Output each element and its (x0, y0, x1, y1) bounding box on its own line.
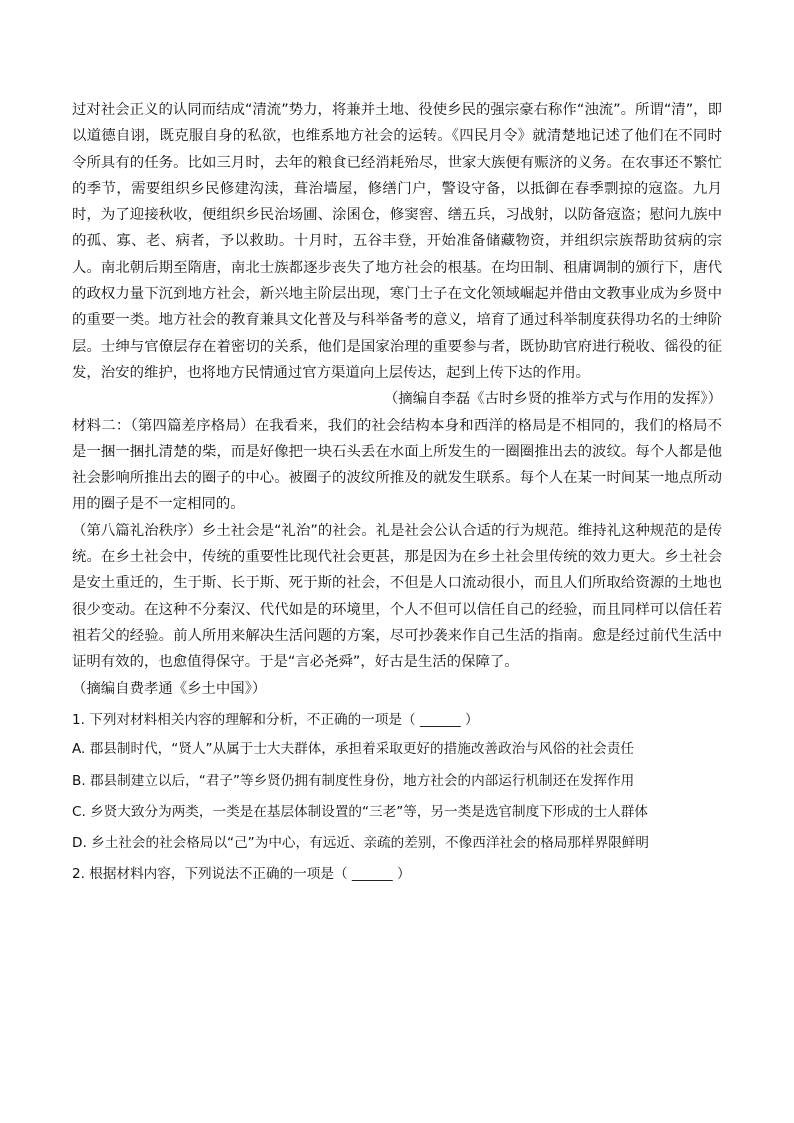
material-two-paragraph: 材料二：（第四篇差序格局）在我看来，我们的社会结构本身和西洋的格局是不相同的，我们的格局不是一捆一捆扎清楚的柴，而是好像把一块石头丢在水面上所发生的一圈圈推出去的波纹。每个人都是他社会影响所推出去的圈子的中心。被圈子的波纹所推及的就发生联系。每个人在某一时间某一地点所动用的圈子是不一定相同的。 (72, 417, 722, 513)
option-c: C. 乡贤大致分为两类，一类是在基层体制设置的“三老”等，另一类是选官制度下形成的士人群体 (72, 803, 648, 820)
option-d: D. 乡土社会的社会格局以“己”为中心，有远近、亲疏的差别，不像西洋社会的格局那样界限鲜明 (72, 835, 649, 852)
question-1-stem: 1. 下列对材料相关内容的理解和分析，不正确的一项是（ ______ ） (72, 711, 479, 728)
source-citation-1: （摘编自李磊《古时乡贤的推举方式与作用的发挥》） (383, 391, 722, 408)
question-1-options (72, 734, 722, 859)
passage-paragraph-1: 过对社会正义的认同而结成“清流”势力，将兼并土地、役使乡民的强宗豪右称作“浊流”。所谓“清”，即以道德自诩，既克服自身的私欲，也维系地方社会的运转。《四民月令》就清楚地记述了他们在不同时令所具有的任务。比如三月时，去年的粮食已经消耗殆尽，世家大族便有赈济的义务。在农事还不繁忙的季节，需要组织乡民修建沟渎，葺治墙屋，修缮门户，警设守备，以抵御在春季剽掠的寇盗。九月时，为了迎接秋收，便组织乡民治场圃、涂囷仓，修窦窖、缮五兵，习战射，以防备寇盗；慰问九族中的孤、寡、老、病者，予以救助。十月时，五谷丰登，开始准备储藏物资，并组织宗族帮助贫病的宗人。南北朝后期至隋唐，南北士族都逐步丧失了地方社会的根基。在均田制、租庸调制的颁行下，唐代的政权力量下沉到地方社会，新兴地主阶层出现，寒门士子在文化领域崛起并借由文教事业成为乡贤中的重要一类。地方社会的教育兼具文化普及与科举备考的意义，培育了通过科举制度获得功名的士绅阶层。士绅与官僚层存在着密切的关系，他们是国家治理的重要参与者，既协助官府进行税收、徭役的征发，治安的维护，也将地方民情通过官方渠道向上层传达，起到上传下达的作用。 (72, 102, 722, 381)
material-two-paragraph-2: （第八篇礼治秩序）乡土社会是“礼治”的社会。礼是社会公认合适的行为规范。维持礼这种规范的是传统。在乡土社会中，传统的重要性比现代社会更甚，那是因为在乡土社会里传统的效力更大。乡土社会是安土重迁的，生于斯、长于斯、死于斯的社会，不但是人口流动很小，而且人们所取给资源的土地也很少变动。在这种不分秦汉、代代如是的环境里，个人不但可以信任自己的经验，而且同样可以信任若祖若父的经验。前人所用来解决生活问题的方案，尽可抄袭来作自己生活的指南。愈是经过前代生活中证明有效的，也愈值得保守。于是“言必尧舜”，好古是生活的保障了。 (72, 522, 722, 671)
option-a: A. 郡县制时代，“贤人”从属于士大夫群体，承担着采取更好的措施改善政治与风俗的社会责任 (72, 741, 634, 758)
document-page (72, 97, 722, 890)
question-2-stem: 2. 根据材料内容，下列说法不正确的一项是（ ______ ） (72, 866, 411, 883)
option-b: B. 郡县制建立以后，“君子”等乡贤仍拥有制度性身份，地方社会的内部运行机制还在发挥作用 (72, 772, 635, 789)
source-citation-2: （摘编自费孝通《乡土中国》） (72, 680, 267, 697)
